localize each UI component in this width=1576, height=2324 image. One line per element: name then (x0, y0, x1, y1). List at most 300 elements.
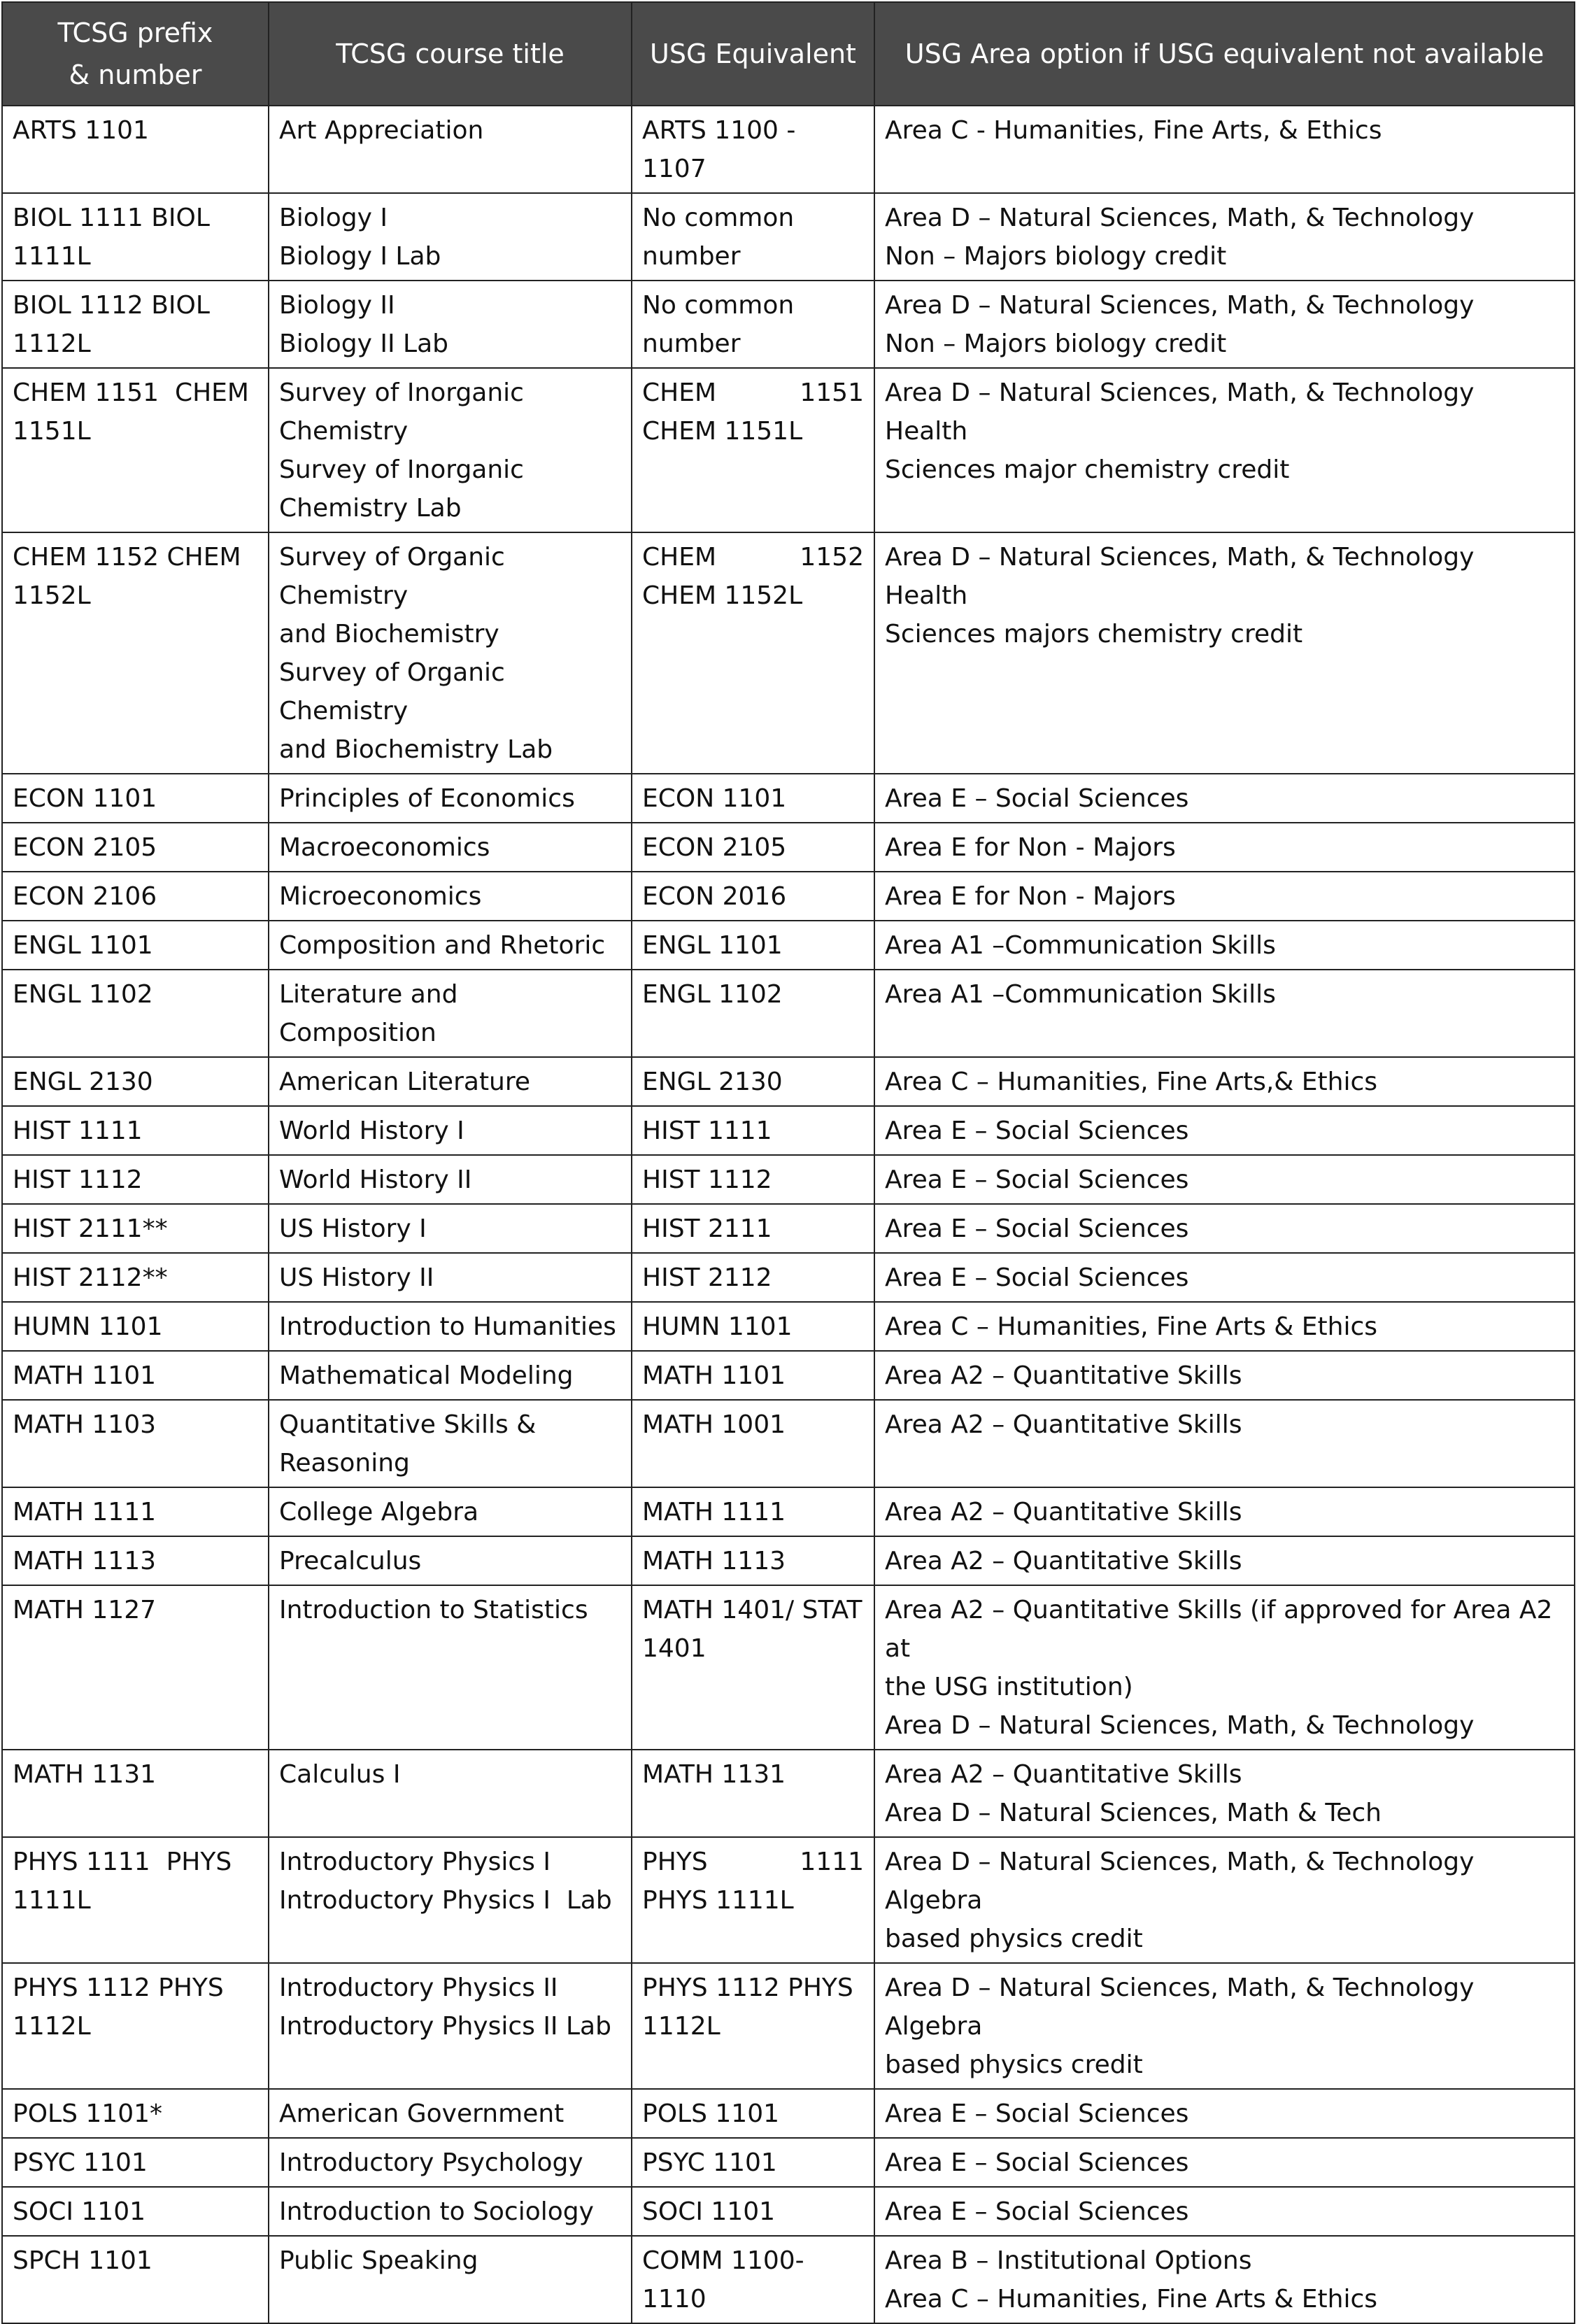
cell-usg-area (874, 1536, 1575, 1585)
cell-usg-area (874, 368, 1575, 532)
cell-tcsg-title (269, 774, 632, 823)
cell-line: Area A2 – Quantitative Skills (885, 1361, 1242, 1390)
cell-line: ARTS 1101 (13, 116, 149, 145)
cell-usg-equivalent (632, 1155, 874, 1204)
cell-tcsg-prefix (2, 368, 269, 532)
header-line: TCSG prefix (57, 17, 213, 48)
cell-tcsg-title (269, 281, 632, 368)
cell-line: Area C - Humanities, Fine Arts, & Ethics (885, 116, 1382, 145)
cell-line: Survey of Inorganic (279, 378, 524, 407)
cell-usg-equivalent (632, 921, 874, 970)
cell-usg-equivalent (632, 281, 874, 368)
cell-usg-equivalent (632, 2138, 874, 2187)
cell-usg-area (874, 532, 1575, 774)
cell-tcsg-prefix (2, 1253, 269, 1302)
cell-usg-equivalent (632, 970, 874, 1057)
cell-line: MATH 1127 (13, 1596, 157, 1624)
cell-tcsg-title (269, 368, 632, 532)
cell-line: Reasoning (279, 1449, 410, 1478)
cell-line: Area E for Non - Majors (885, 882, 1176, 911)
cell-line: 1112L (13, 330, 91, 358)
cell-line: Microeconomics (279, 882, 482, 911)
cell-line: Area E – Social Sciences (885, 2197, 1189, 2226)
cell-line: Introductory Physics II Lab (279, 2012, 611, 2041)
cell-line: Area D – Natural Sciences, Math, & Technology (885, 204, 1475, 232)
cell-line: Art Appreciation (279, 116, 484, 145)
cell-tcsg-prefix (2, 1750, 269, 1837)
cell-tcsg-title (269, 1536, 632, 1585)
cell-tcsg-title (269, 823, 632, 872)
cell-line: 1111L (13, 1886, 91, 1915)
cell-tcsg-prefix (2, 1204, 269, 1253)
cell-line: US History I (279, 1214, 427, 1243)
cell-tcsg-prefix (2, 1302, 269, 1351)
cell-line: College Algebra (279, 1498, 479, 1526)
cell-line: Introduction to Humanities (279, 1312, 616, 1341)
cell-line: MATH 1101 (642, 1361, 786, 1390)
cell-line: COMM 1100-1110 (642, 2246, 804, 2314)
table-row (2, 1106, 1575, 1155)
cell-usg-equivalent (632, 1837, 874, 1963)
cell-usg-equivalent (632, 2089, 874, 2138)
cell-usg-equivalent (632, 1351, 874, 1400)
cell-line: ENGL 1102 (642, 980, 783, 1009)
cell-usg-equivalent (632, 1750, 874, 1837)
table-row (2, 921, 1575, 970)
table-row (2, 1487, 1575, 1536)
cell-line: POLS 1101* (13, 2099, 163, 2128)
cell-line: Area E for Non - Majors (885, 833, 1176, 862)
cell-line: Area E – Social Sciences (885, 2099, 1189, 2128)
cell-line: American Literature (279, 1068, 531, 1096)
cell-line (642, 1843, 864, 1881)
cell-line: POLS 1101 (642, 2099, 780, 2128)
cell-line: Macroeconomics (279, 833, 490, 862)
cell-usg-area (874, 281, 1575, 368)
cell-usg-area (874, 921, 1575, 970)
cell-usg-area (874, 2236, 1575, 2323)
cell-line: ENGL 2130 (642, 1068, 783, 1096)
header-line: & number (69, 59, 202, 90)
cell-line: Precalculus (279, 1547, 422, 1575)
cell-tcsg-title (269, 2138, 632, 2187)
table-row (2, 1057, 1575, 1106)
cell-usg-area (874, 193, 1575, 281)
table-row (2, 193, 1575, 281)
cell-tcsg-prefix (2, 532, 269, 774)
cell-usg-equivalent (632, 368, 874, 532)
header-usg-equivalent: USG Equivalent (632, 2, 874, 106)
cell-word: PHYS (642, 1848, 708, 1876)
cell-tcsg-prefix (2, 1155, 269, 1204)
table-row (2, 2236, 1575, 2323)
cell-line: Chemistry (279, 417, 409, 446)
cell-line: MATH 1131 (642, 1760, 786, 1789)
cell-line: Introduction to Sociology (279, 2197, 594, 2226)
cell-usg-area (874, 1302, 1575, 1351)
table-row (2, 823, 1575, 872)
cell-tcsg-prefix (2, 872, 269, 921)
cell-line: Area E – Social Sciences (885, 1165, 1189, 1194)
cell-line: ECON 2105 (642, 833, 787, 862)
cell-tcsg-prefix (2, 774, 269, 823)
cell-usg-area (874, 2187, 1575, 2236)
cell-line: based physics credit (885, 1925, 1143, 1953)
cell-usg-area (874, 1585, 1575, 1750)
table-row (2, 106, 1575, 193)
cell-usg-equivalent (632, 1400, 874, 1487)
cell-tcsg-prefix (2, 823, 269, 872)
cell-usg-equivalent (632, 532, 874, 774)
cell-line: HIST 1112 (13, 1165, 143, 1194)
cell-line: and Biochemistry (279, 620, 499, 649)
cell-tcsg-title (269, 1204, 632, 1253)
table-row (2, 2089, 1575, 2138)
cell-line: MATH 1113 (642, 1547, 786, 1575)
cell-line: ENGL 1101 (642, 931, 783, 960)
cell-usg-equivalent (632, 1585, 874, 1750)
table-row (2, 774, 1575, 823)
cell-line: Survey of Organic Chemistry (279, 543, 513, 610)
cell-tcsg-title (269, 106, 632, 193)
cell-tcsg-title (269, 1585, 632, 1750)
cell-line: Literature and Composition (279, 980, 466, 1047)
cell-tcsg-prefix (2, 970, 269, 1057)
cell-line: Area A1 –Communication Skills (885, 931, 1276, 960)
cell-line: HIST 1111 (642, 1117, 772, 1145)
cell-line: Public Speaking (279, 2246, 478, 2275)
cell-line: Sciences major chemistry credit (885, 455, 1290, 484)
cell-line: Area D – Natural Sciences, Math, & Technology Health (885, 543, 1482, 610)
cell-usg-area (874, 2089, 1575, 2138)
cell-tcsg-prefix (2, 2089, 269, 2138)
cell-word: CHEM (642, 543, 717, 572)
cell-line: CHEM 1151L (642, 417, 803, 446)
cell-usg-equivalent (632, 1106, 874, 1155)
cell-line: Introduction to Statistics (279, 1596, 588, 1624)
cell-line: number (642, 242, 741, 271)
cell-line: MATH 1103 (13, 1410, 157, 1439)
cell-line: Area E – Social Sciences (885, 784, 1189, 813)
cell-line: Area E – Social Sciences (885, 1214, 1189, 1243)
cell-line: Mathematical Modeling (279, 1361, 574, 1390)
cell-line: Calculus I (279, 1760, 401, 1789)
cell-line: HIST 2112** (13, 1263, 168, 1292)
table-row (2, 281, 1575, 368)
cell-line: World History I (279, 1117, 464, 1145)
cell-line: Area E – Social Sciences (885, 2148, 1189, 2177)
cell-word: 1152 (800, 543, 864, 572)
cell-line: 1111L (13, 242, 91, 271)
table-row (2, 1351, 1575, 1400)
table-row (2, 2138, 1575, 2187)
header-tcsg-title: TCSG course title (269, 2, 632, 106)
cell-line (642, 538, 864, 576)
cell-line: Area E – Social Sciences (885, 1263, 1189, 1292)
cell-word: 1151 (800, 378, 864, 407)
cell-usg-area (874, 1963, 1575, 2089)
cell-line: No common (642, 291, 795, 320)
cell-tcsg-title (269, 2187, 632, 2236)
cell-line: Composition and Rhetoric (279, 931, 606, 960)
table-row (2, 368, 1575, 532)
cell-line (642, 374, 864, 412)
cell-line: Introductory Physics I Lab (279, 1886, 612, 1915)
cell-usg-area (874, 1837, 1575, 1963)
cell-tcsg-prefix (2, 1487, 269, 1536)
cell-tcsg-title (269, 970, 632, 1057)
cell-tcsg-title (269, 1487, 632, 1536)
cell-tcsg-prefix (2, 2138, 269, 2187)
cell-line: HIST 1112 (642, 1165, 772, 1194)
header-usg-area: USG Area option if USG equivalent not available (874, 2, 1575, 106)
cell-line: Area A1 –Communication Skills (885, 980, 1276, 1009)
cell-line: Area E – Social Sciences (885, 1117, 1189, 1145)
cell-line: BIOL 1112 BIOL (13, 291, 210, 320)
cell-line: PHYS 1112 PHYS (642, 1974, 853, 2002)
cell-line: Biology I Lab (279, 242, 441, 271)
table-row (2, 1302, 1575, 1351)
cell-line: Survey of Inorganic (279, 455, 524, 484)
cell-tcsg-prefix (2, 281, 269, 368)
table-row (2, 970, 1575, 1057)
cell-usg-equivalent (632, 2187, 874, 2236)
cell-tcsg-title (269, 532, 632, 774)
cell-usg-equivalent (632, 1302, 874, 1351)
table-row (2, 532, 1575, 774)
cell-line: Sciences majors chemistry credit (885, 620, 1303, 649)
cell-tcsg-prefix (2, 921, 269, 970)
cell-usg-equivalent (632, 1057, 874, 1106)
cell-line: 1151L (13, 417, 91, 446)
cell-tcsg-title (269, 1351, 632, 1400)
cell-tcsg-title (269, 1302, 632, 1351)
cell-line: HIST 2111 (642, 1214, 772, 1243)
cell-line: Introductory Physics II (279, 1974, 558, 2002)
cell-line: 1112L (13, 2012, 91, 2041)
cell-tcsg-prefix (2, 193, 269, 281)
cell-line: PHYS 1111 PHYS (13, 1848, 232, 1876)
cell-tcsg-title (269, 2089, 632, 2138)
cell-line: Biology II Lab (279, 330, 448, 358)
cell-line: Biology II (279, 291, 395, 320)
cell-usg-equivalent (632, 193, 874, 281)
cell-line: Area C – Humanities, Fine Arts & Ethics (885, 2285, 1378, 2314)
cell-line: US History II (279, 1263, 434, 1292)
table-row (2, 1400, 1575, 1487)
cell-usg-area (874, 1106, 1575, 1155)
cell-line: Area D – Natural Sciences, Math, & Technology (885, 1711, 1475, 1740)
cell-usg-equivalent (632, 1487, 874, 1536)
cell-line: CHEM 1152L (642, 581, 803, 610)
table-row (2, 1750, 1575, 1837)
cell-usg-area (874, 872, 1575, 921)
cell-line: PSYC 1101 (13, 2148, 148, 2177)
cell-line: ECON 1101 (642, 784, 787, 813)
course-equivalency-table (1, 1, 1575, 2324)
cell-line: No common (642, 204, 795, 232)
cell-tcsg-prefix (2, 2236, 269, 2323)
table-row (2, 1155, 1575, 1204)
cell-line: Area A2 – Quantitative Skills (885, 1410, 1242, 1439)
cell-usg-area (874, 1204, 1575, 1253)
cell-line: American Government (279, 2099, 565, 2128)
header-tcsg-prefix (2, 2, 269, 106)
cell-line: based physics credit (885, 2050, 1143, 2079)
cell-usg-area (874, 2138, 1575, 2187)
cell-line: SOCI 1101 (13, 2197, 146, 2226)
cell-usg-area (874, 106, 1575, 193)
cell-usg-area (874, 970, 1575, 1057)
cell-tcsg-title (269, 1253, 632, 1302)
cell-line: Area D – Natural Sciences, Math, & Technology (885, 291, 1475, 320)
cell-line: Area C – Humanities, Fine Arts,& Ethics (885, 1068, 1378, 1096)
cell-line: MATH 1131 (13, 1760, 157, 1789)
table-header-row (2, 2, 1575, 106)
cell-tcsg-prefix (2, 1536, 269, 1585)
cell-tcsg-title (269, 1155, 632, 1204)
cell-line: CHEM 1151 CHEM (13, 378, 249, 407)
cell-line: CHEM 1152 CHEM (13, 543, 241, 572)
cell-line: SOCI 1101 (642, 2197, 776, 2226)
cell-line: 1401 (642, 1634, 707, 1663)
cell-line: Area D – Natural Sciences, Math, & Technology Health (885, 378, 1482, 446)
cell-line: number (642, 330, 741, 358)
cell-tcsg-prefix (2, 1837, 269, 1963)
cell-line: MATH 1113 (13, 1547, 157, 1575)
cell-line: PSYC 1101 (642, 2148, 777, 2177)
cell-line: ENGL 1101 (13, 931, 153, 960)
cell-line: Introductory Physics I (279, 1848, 551, 1876)
cell-line: Principles of Economics (279, 784, 575, 813)
cell-line: Area A2 – Quantitative Skills (if approved for Area A2 at (885, 1596, 1561, 1663)
cell-usg-equivalent (632, 2236, 874, 2323)
cell-usg-equivalent (632, 1204, 874, 1253)
cell-tcsg-title (269, 193, 632, 281)
cell-line: HUMN 1101 (642, 1312, 793, 1341)
cell-line: Area A2 – Quantitative Skills (885, 1498, 1242, 1526)
cell-line: HIST 2112 (642, 1263, 772, 1292)
cell-line: Area C – Humanities, Fine Arts & Ethics (885, 1312, 1378, 1341)
cell-tcsg-title (269, 2236, 632, 2323)
cell-tcsg-title (269, 921, 632, 970)
cell-line: ENGL 1102 (13, 980, 153, 1009)
cell-line: ECON 2105 (13, 833, 157, 862)
cell-line: Area D – Natural Sciences, Math, & Technology Algebra (885, 1848, 1482, 1915)
cell-line: Area A2 – Quantitative Skills (885, 1760, 1242, 1789)
cell-line: Non – Majors biology credit (885, 330, 1227, 358)
cell-line: Area D – Natural Sciences, Math & Tech (885, 1799, 1382, 1827)
cell-line: Chemistry Lab (279, 494, 462, 523)
cell-usg-equivalent (632, 872, 874, 921)
cell-line: ECON 2016 (642, 882, 787, 911)
cell-line: Area D – Natural Sciences, Math, & Technology Algebra (885, 1974, 1482, 2041)
cell-line: PHYS 1111L (642, 1886, 794, 1915)
cell-line: 1112L (642, 2012, 720, 2041)
cell-tcsg-title (269, 1400, 632, 1487)
cell-line: Biology I (279, 204, 388, 232)
cell-usg-area (874, 774, 1575, 823)
table-row (2, 1204, 1575, 1253)
cell-line: MATH 1111 (13, 1498, 157, 1526)
cell-tcsg-prefix (2, 1351, 269, 1400)
cell-line: BIOL 1111 BIOL (13, 204, 210, 232)
cell-line: ENGL 2130 (13, 1068, 153, 1096)
cell-line: World History II (279, 1165, 472, 1194)
cell-usg-area (874, 1351, 1575, 1400)
cell-line: Introductory Psychology (279, 2148, 583, 2177)
cell-line: SPCH 1101 (13, 2246, 152, 2275)
cell-tcsg-title (269, 1837, 632, 1963)
cell-tcsg-prefix (2, 1963, 269, 2089)
cell-tcsg-prefix (2, 2187, 269, 2236)
cell-line: MATH 1111 (642, 1498, 786, 1526)
cell-tcsg-title (269, 1963, 632, 2089)
cell-usg-area (874, 1155, 1575, 1204)
cell-tcsg-prefix (2, 1057, 269, 1106)
cell-usg-equivalent (632, 774, 874, 823)
cell-usg-area (874, 1253, 1575, 1302)
cell-usg-equivalent (632, 823, 874, 872)
cell-tcsg-prefix (2, 1106, 269, 1155)
cell-word: 1111 (800, 1848, 864, 1876)
cell-tcsg-title (269, 872, 632, 921)
cell-line: Area B – Institutional Options (885, 2246, 1252, 2275)
cell-line: ECON 2106 (13, 882, 157, 911)
table-row (2, 2187, 1575, 2236)
cell-line: Area A2 – Quantitative Skills (885, 1547, 1242, 1575)
table-row (2, 1536, 1575, 1585)
cell-usg-area (874, 1057, 1575, 1106)
cell-usg-area (874, 823, 1575, 872)
table-row (2, 1253, 1575, 1302)
cell-tcsg-prefix (2, 1585, 269, 1750)
cell-usg-equivalent (632, 1963, 874, 2089)
cell-tcsg-title (269, 1750, 632, 1837)
cell-line: MATH 1401/ STAT (642, 1596, 862, 1624)
cell-line: Survey of Organic Chemistry (279, 658, 513, 725)
table-row (2, 872, 1575, 921)
table-row (2, 1837, 1575, 1963)
cell-line: MATH 1001 (642, 1410, 786, 1439)
table-row (2, 1585, 1575, 1750)
cell-line: the USG institution) (885, 1673, 1133, 1701)
cell-line: HUMN 1101 (13, 1312, 163, 1341)
cell-line: ARTS 1100 - 1107 (642, 116, 804, 183)
cell-usg-area (874, 1750, 1575, 1837)
cell-line: Quantitative Skills & (279, 1410, 537, 1439)
table-body (2, 106, 1575, 2323)
cell-line: MATH 1101 (13, 1361, 157, 1390)
cell-line: Non – Majors biology credit (885, 242, 1227, 271)
cell-usg-equivalent (632, 1253, 874, 1302)
cell-usg-area (874, 1400, 1575, 1487)
cell-word: CHEM (642, 378, 717, 407)
cell-usg-equivalent (632, 106, 874, 193)
cell-line: ECON 1101 (13, 784, 157, 813)
cell-line: 1152L (13, 581, 91, 610)
cell-usg-equivalent (632, 1536, 874, 1585)
cell-tcsg-title (269, 1057, 632, 1106)
cell-usg-area (874, 1487, 1575, 1536)
cell-tcsg-title (269, 1106, 632, 1155)
cell-line: and Biochemistry Lab (279, 735, 553, 764)
cell-line: HIST 2111** (13, 1214, 168, 1243)
cell-tcsg-prefix (2, 1400, 269, 1487)
cell-line: PHYS 1112 PHYS (13, 1974, 224, 2002)
cell-tcsg-prefix (2, 106, 269, 193)
cell-line: HIST 1111 (13, 1117, 143, 1145)
